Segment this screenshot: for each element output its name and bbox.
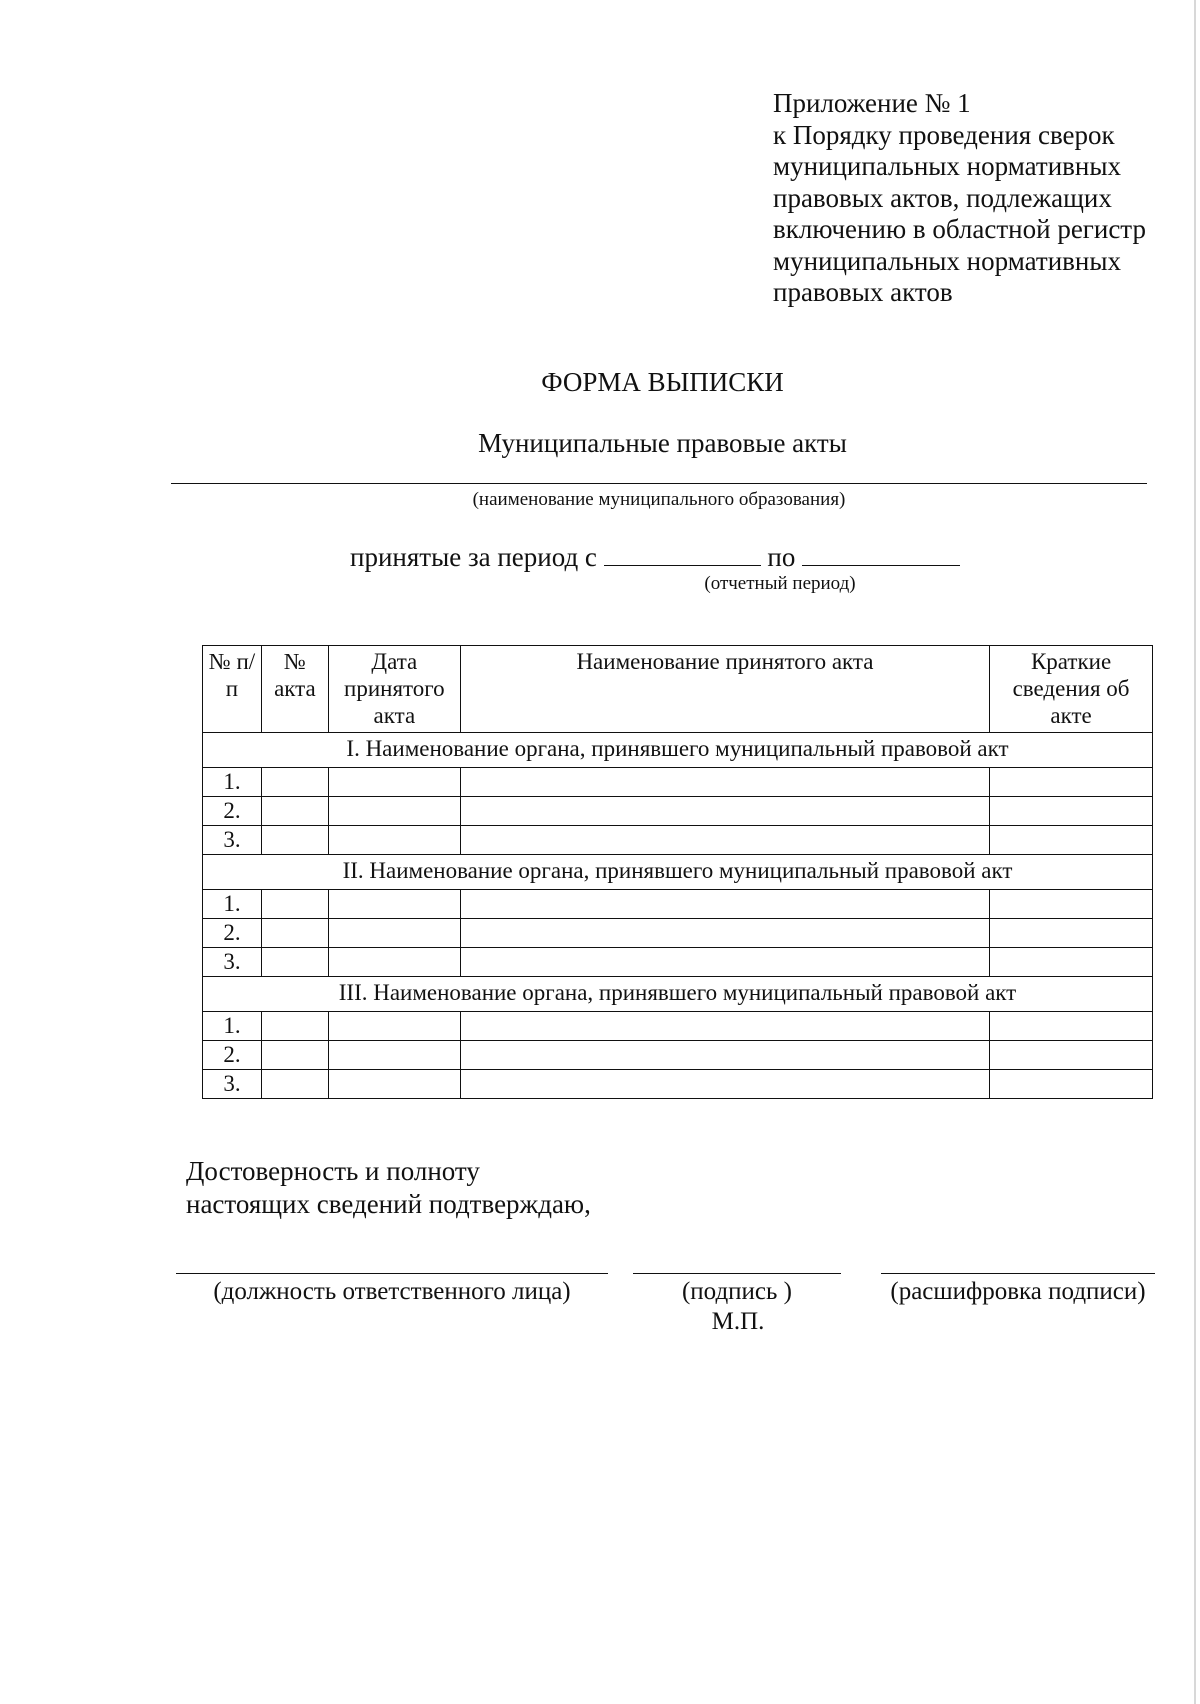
- row-number: 1.: [203, 768, 262, 797]
- table-row: [203, 768, 1153, 797]
- row-number: 2.: [203, 1041, 262, 1070]
- acts-table: [202, 645, 1153, 1099]
- act-number-cell[interactable]: [261, 890, 328, 919]
- table-row: [203, 919, 1153, 948]
- act-name-cell[interactable]: [460, 890, 989, 919]
- appendix-line: муниципальных нормативных: [773, 151, 1121, 181]
- confirmation-line-2: настоящих сведений подтверждаю,: [186, 1189, 591, 1219]
- act-date-cell[interactable]: [328, 919, 460, 948]
- row-number: 3.: [203, 826, 262, 855]
- signature-decoding-line[interactable]: [881, 1273, 1155, 1274]
- appendix-line: Приложение № 1: [773, 88, 971, 118]
- table-row: [203, 890, 1153, 919]
- row-number: 2.: [203, 919, 262, 948]
- act-name-cell[interactable]: [460, 768, 989, 797]
- section-title: II. Наименование органа, принявшего муниципальный правовой акт: [203, 855, 1153, 890]
- period-from-field[interactable]: [604, 545, 761, 566]
- act-name-cell[interactable]: [460, 797, 989, 826]
- act-summary-cell[interactable]: [990, 826, 1153, 855]
- act-number-cell[interactable]: [261, 919, 328, 948]
- table-row: [203, 948, 1153, 977]
- appendix-line: муниципальных нормативных: [773, 245, 1121, 276]
- municipality-caption: (наименование муниципального образования): [472, 489, 846, 510]
- row-number: 3.: [203, 948, 262, 977]
- row-number: 2.: [203, 797, 262, 826]
- act-number-cell[interactable]: [261, 797, 328, 826]
- period-prefix: принятые за период с: [350, 542, 597, 572]
- act-date-cell[interactable]: [328, 826, 460, 855]
- section-row: [203, 733, 1153, 768]
- act-name-cell[interactable]: [460, 1041, 989, 1070]
- header-act-summary: Краткие сведения об акте: [990, 646, 1153, 733]
- act-date-cell[interactable]: [328, 1041, 460, 1070]
- row-number: 1.: [203, 890, 262, 919]
- decoding-caption: (расшифровка подписи): [890, 1278, 1146, 1305]
- appendix-line: включению в областной регистр: [773, 214, 1146, 244]
- act-summary-cell[interactable]: [990, 890, 1153, 919]
- table-row: [203, 1041, 1153, 1070]
- header-act-date: Дата принятого акта: [328, 646, 460, 733]
- position-caption: (должность ответственного лица): [213, 1278, 571, 1305]
- appendix-line: правовых актов, подлежащих: [773, 182, 1112, 213]
- position-signature-line[interactable]: [176, 1273, 608, 1274]
- act-name-cell[interactable]: [460, 1012, 989, 1041]
- form-title: ФОРМА ВЫПИСКИ: [541, 367, 784, 397]
- appendix-header: [773, 88, 1146, 309]
- seal-placeholder: М.П.: [711, 1308, 765, 1335]
- section-title: III. Наименование органа, принявшего муниципальный правовой акт: [203, 977, 1153, 1012]
- act-summary-cell[interactable]: [990, 948, 1153, 977]
- act-date-cell[interactable]: [328, 797, 460, 826]
- act-summary-cell[interactable]: [990, 797, 1153, 826]
- row-number: 3.: [203, 1070, 262, 1099]
- confirmation-line-1: Достоверность и полноту: [186, 1156, 480, 1186]
- row-number: 1.: [203, 1012, 262, 1041]
- act-date-cell[interactable]: [328, 1012, 460, 1041]
- act-number-cell[interactable]: [261, 948, 328, 977]
- act-summary-cell[interactable]: [990, 919, 1153, 948]
- header-act-name: Наименование принятого акта: [460, 646, 989, 733]
- act-name-cell[interactable]: [460, 1070, 989, 1099]
- act-summary-cell[interactable]: [990, 768, 1153, 797]
- signature-caption: (подпись ): [681, 1278, 793, 1305]
- confirmation-text: [186, 1155, 591, 1221]
- page-edge: [1194, 0, 1196, 1704]
- act-date-cell[interactable]: [328, 768, 460, 797]
- section-row: [203, 977, 1153, 1012]
- section-title: I. Наименование органа, принявшего муниципальный правовой акт: [203, 733, 1153, 768]
- table-row: [203, 826, 1153, 855]
- period-to-field[interactable]: [802, 545, 960, 566]
- act-number-cell[interactable]: [261, 768, 328, 797]
- act-number-cell[interactable]: [261, 826, 328, 855]
- act-date-cell[interactable]: [328, 890, 460, 919]
- act-number-cell[interactable]: [261, 1070, 328, 1099]
- act-name-cell[interactable]: [460, 826, 989, 855]
- period-line: [350, 541, 960, 573]
- table-row: [203, 797, 1153, 826]
- act-number-cell[interactable]: [261, 1012, 328, 1041]
- table-header-row: [203, 646, 1153, 733]
- section-row: [203, 855, 1153, 890]
- header-act-number: № акта: [261, 646, 328, 733]
- act-name-cell[interactable]: [460, 948, 989, 977]
- header-row-number: № п/п: [203, 646, 262, 733]
- act-date-cell[interactable]: [328, 1070, 460, 1099]
- period-caption: (отчетный период): [704, 573, 856, 594]
- act-summary-cell[interactable]: [990, 1070, 1153, 1099]
- table-row: [203, 1012, 1153, 1041]
- form-subtitle: Муниципальные правовые акты: [478, 428, 847, 458]
- act-number-cell[interactable]: [261, 1041, 328, 1070]
- act-name-cell[interactable]: [460, 919, 989, 948]
- appendix-line: к Порядку проведения сверок: [773, 119, 1115, 150]
- appendix-line: правовых актов: [773, 277, 953, 307]
- municipality-name-line[interactable]: [171, 483, 1147, 484]
- period-middle: по: [767, 542, 796, 572]
- act-summary-cell[interactable]: [990, 1012, 1153, 1041]
- signature-line[interactable]: [633, 1273, 841, 1274]
- table-row: [203, 1070, 1153, 1099]
- act-summary-cell[interactable]: [990, 1041, 1153, 1070]
- act-date-cell[interactable]: [328, 948, 460, 977]
